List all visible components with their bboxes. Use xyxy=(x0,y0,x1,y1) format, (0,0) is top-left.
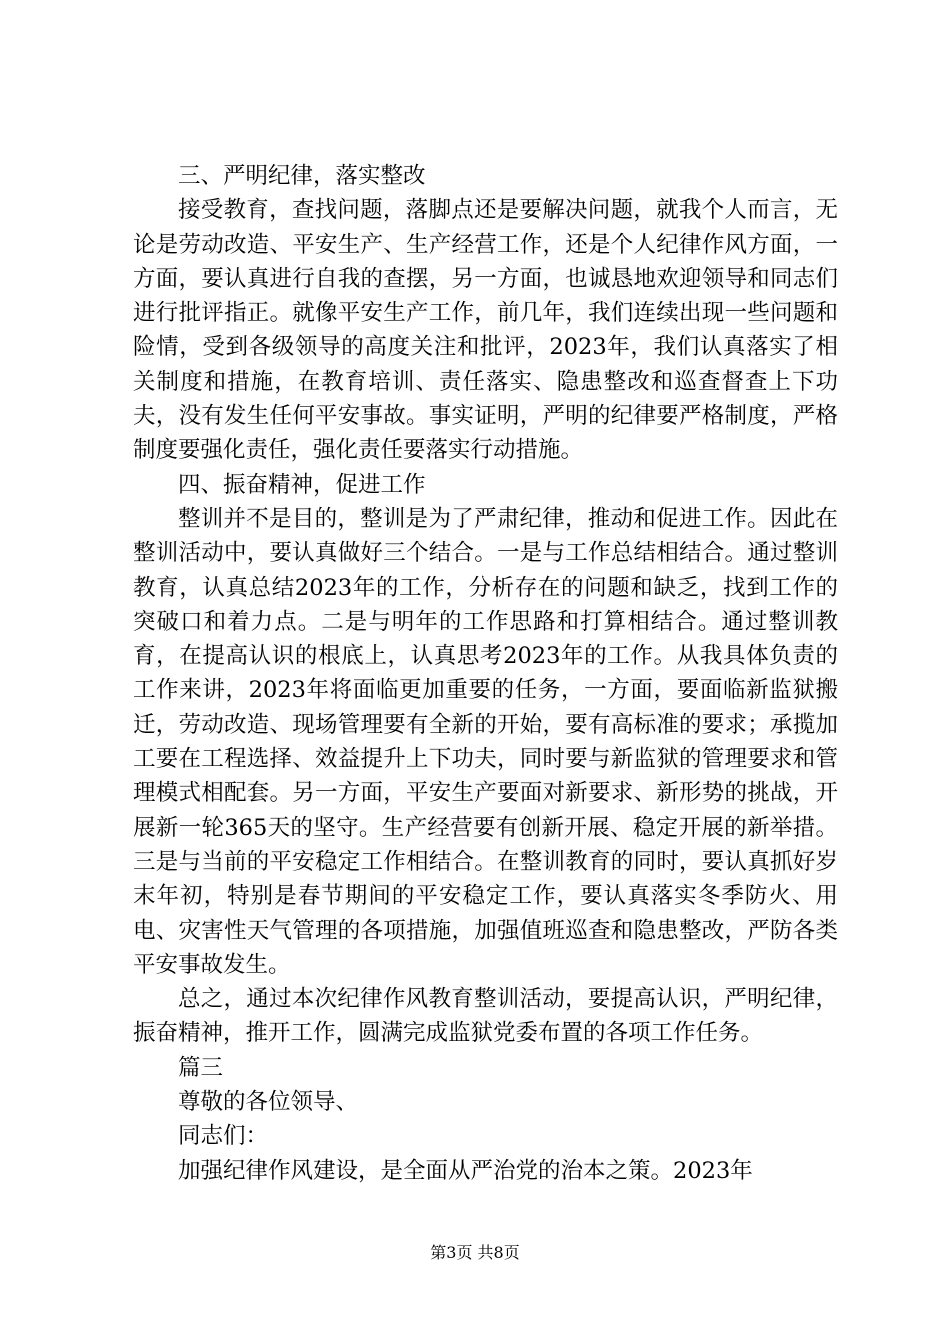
page-footer: 第3页 共8页 xyxy=(430,1243,520,1262)
salutation: 同志们： xyxy=(178,1123,269,1150)
section-title: 篇三 xyxy=(178,1054,224,1081)
heading-four: 四、振奋精神，促进工作 xyxy=(178,471,426,498)
paragraph: 加强纪律作风建设，是全面从严治党的治本之策。2023年 xyxy=(178,1157,753,1184)
heading-three: 三、严明纪律，落实整改 xyxy=(178,163,426,189)
document-body xyxy=(133,159,838,1188)
paragraph: 接受教育，查找问题，落脚点还是要解决问题，就我个人而言，无论是劳动改造、平安生产、生产经营工作，还是个人纪律作风方面，一方面，要认真进行自我的查摆，另一方面，也诚恳地欢迎领导和同志们进行批评指正。就像平安生产工作，前几年，我们连续出现一些问题和险情，受到各级领导的高度关注和批评，2023年，我们认真落实了相关制度和措施，在教育培训、责任落实、隐患整改和巡查督查上下功夫，没有发生任何平安事故。事实证明，严明的纪律要严格制度，严格制度要强化责任，强化责任要落实行动措施。 xyxy=(133,197,838,464)
salutation: 尊敬的各位领导、 xyxy=(178,1089,359,1116)
paragraph: 整训并不是目的，整训是为了严肃纪律，推动和促进工作。因此在整训活动中，要认真做好三个结合。一是与工作总结相结合。通过整训教育，认真总结2023年的工作，分析存在的问题和缺乏，找到工作的突破口和着力点。二是与明年的工作思路和打算相结合。通过整训教育，在提高认识的根底上，认真思考2023年的工作。从我具体负责的工作来讲，2023年将面临更加重要的任务，一方面，要面临新监狱搬迁，劳动改造、现场管理要有全新的开始，要有高标准的要求；承揽加工要在工程选择、效益提升上下功夫，同时要与新监狱的管理要求和管理模式相配套。另一方面，平安生产要面对新要求、新形势的挑战，开展新一轮365天的坚守。生产经营要有创新开展、稳定开展的新举措。三是与当前的平安稳定工作相结合。在整训教育的同时，要认真抓好岁末年初，特别是春节期间的平安稳定工作，要认真落实冬季防火、用电、灾害性天气管理的各项措施，加强值班巡查和隐患整改，严防各类平安事故发生。 xyxy=(133,505,838,978)
paragraph: 总之，通过本次纪律作风教育整训活动，要提高认识，严明纪律，振奋精神，推开工作，圆满完成监狱党委布置的各项工作任务。 xyxy=(133,986,838,1047)
